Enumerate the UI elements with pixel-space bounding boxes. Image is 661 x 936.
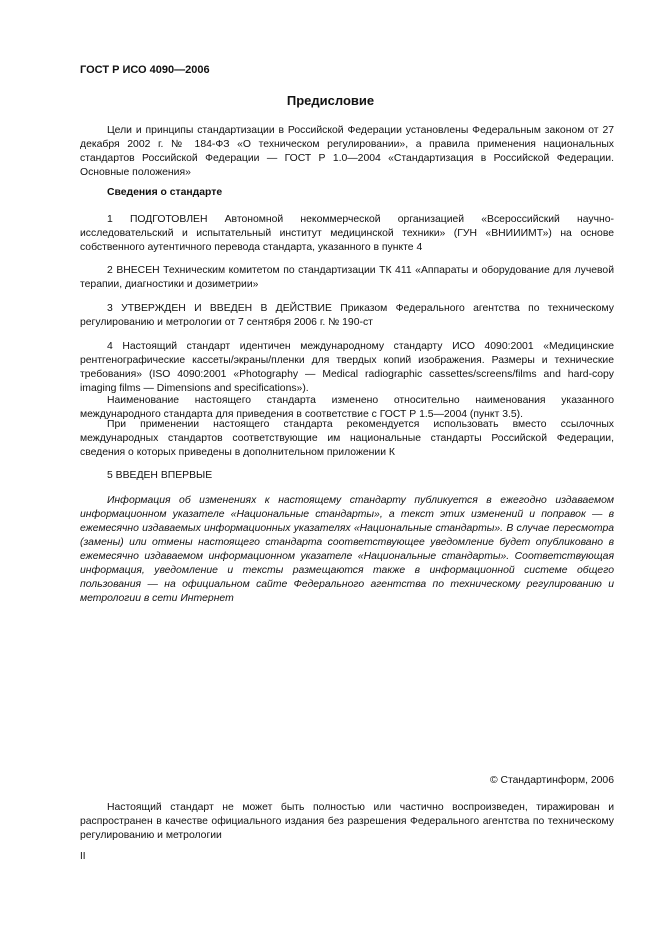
amendments-notice: Информация об изменениях к настоящему стандарту публикуется в ежегодно издаваемом информационном указателе «Национальные стандарты», а текст этих изменений и поправок — в ежемесячно издаваемых информационных указателях «Национальные стандарты». В случае пересмотра (замены) или отмены настоящего стандарта соответствующее уведомление будет опубликовано в ежемесячно издаваемом информационном указателе «Национальные стандарты». Соответствующая информация, уведомление и тексты размещаются также в информационной системе общего пользования — на официальном сайте Федерального агентства по техническому регулированию и метрологии в сети Интернет bbox=[80, 495, 614, 604]
item-4-references-note: При применении настоящего стандарта рекомендуется использовать вместо ссылочных международных стандартов соответствующие им национальные стандарты Российской Федерации, сведения о которых приведены в дополнительном приложении К bbox=[80, 419, 614, 458]
item-3: 3 УТВЕРЖДЕН И ВВЕДЕН В ДЕЙСТВИЕ Приказом Федерального агентства по техническому регулированию и метрологии от 7 сентября 2006 г. № 190-ст bbox=[80, 303, 614, 328]
item-4: 4 Настоящий стандарт идентичен международному стандарту ИСО 4090:2001 «Медицинские рентгенографические кассеты/экраны/пленки для твердых копий изображения. Размеры и технические требования» (ISO 4090:2001 «Photography — Medical radiographic cassettes/screens/films and hard-copy imaging films — Dimensions and specifications»). bbox=[80, 341, 614, 394]
section-subheading: Сведения о стандарте bbox=[107, 187, 223, 198]
item-4-rename-note: Наименование настоящего стандарта изменено относительно наименования указанного международного стандарта для приведения в соответствие с ГОСТ Р 1.5—2004 (пункт 3.5). bbox=[80, 395, 614, 420]
intro-paragraph: Цели и принципы стандартизации в Российской Федерации установлены Федеральным законом от 27 декабря 2002 г. № 184-ФЗ «О техническом регулировании», а правила применения национальных стандартов Российской Федерации — ГОСТ Р 1.0—2004 «Стандартизация в Российской Федерации. Основные положения» bbox=[80, 125, 614, 178]
reproduction-notice: Настоящий стандарт не может быть полностью или частично воспроизведен, тиражирован и распространен в качестве официального издания без разрешения Федерального агентства по техническому регулированию и метрологии bbox=[80, 802, 614, 841]
item-1: 1 ПОДГОТОВЛЕН Автономной некоммерческой организацией «Всероссийский научно-исследовательский и испытательный институт медицинской техники» (ГУН «ВНИИИМТ») на основе собственного аутентичного перевода стандарта, указанного в пункте 4 bbox=[80, 214, 614, 253]
item-5: 5 ВВЕДЕН ВПЕРВЫЕ bbox=[107, 470, 213, 481]
document-header: ГОСТ Р ИСО 4090—2006 bbox=[80, 64, 210, 76]
page-number: II bbox=[80, 851, 86, 862]
item-2: 2 ВНЕСЕН Техническим комитетом по стандартизации ТК 411 «Аппараты и оборудование для лучевой терапии, диагностики и дозиметрии» bbox=[80, 265, 614, 290]
page-title: Предисловие bbox=[286, 93, 375, 108]
copyright-line: © Стандартинформ, 2006 bbox=[489, 775, 614, 786]
